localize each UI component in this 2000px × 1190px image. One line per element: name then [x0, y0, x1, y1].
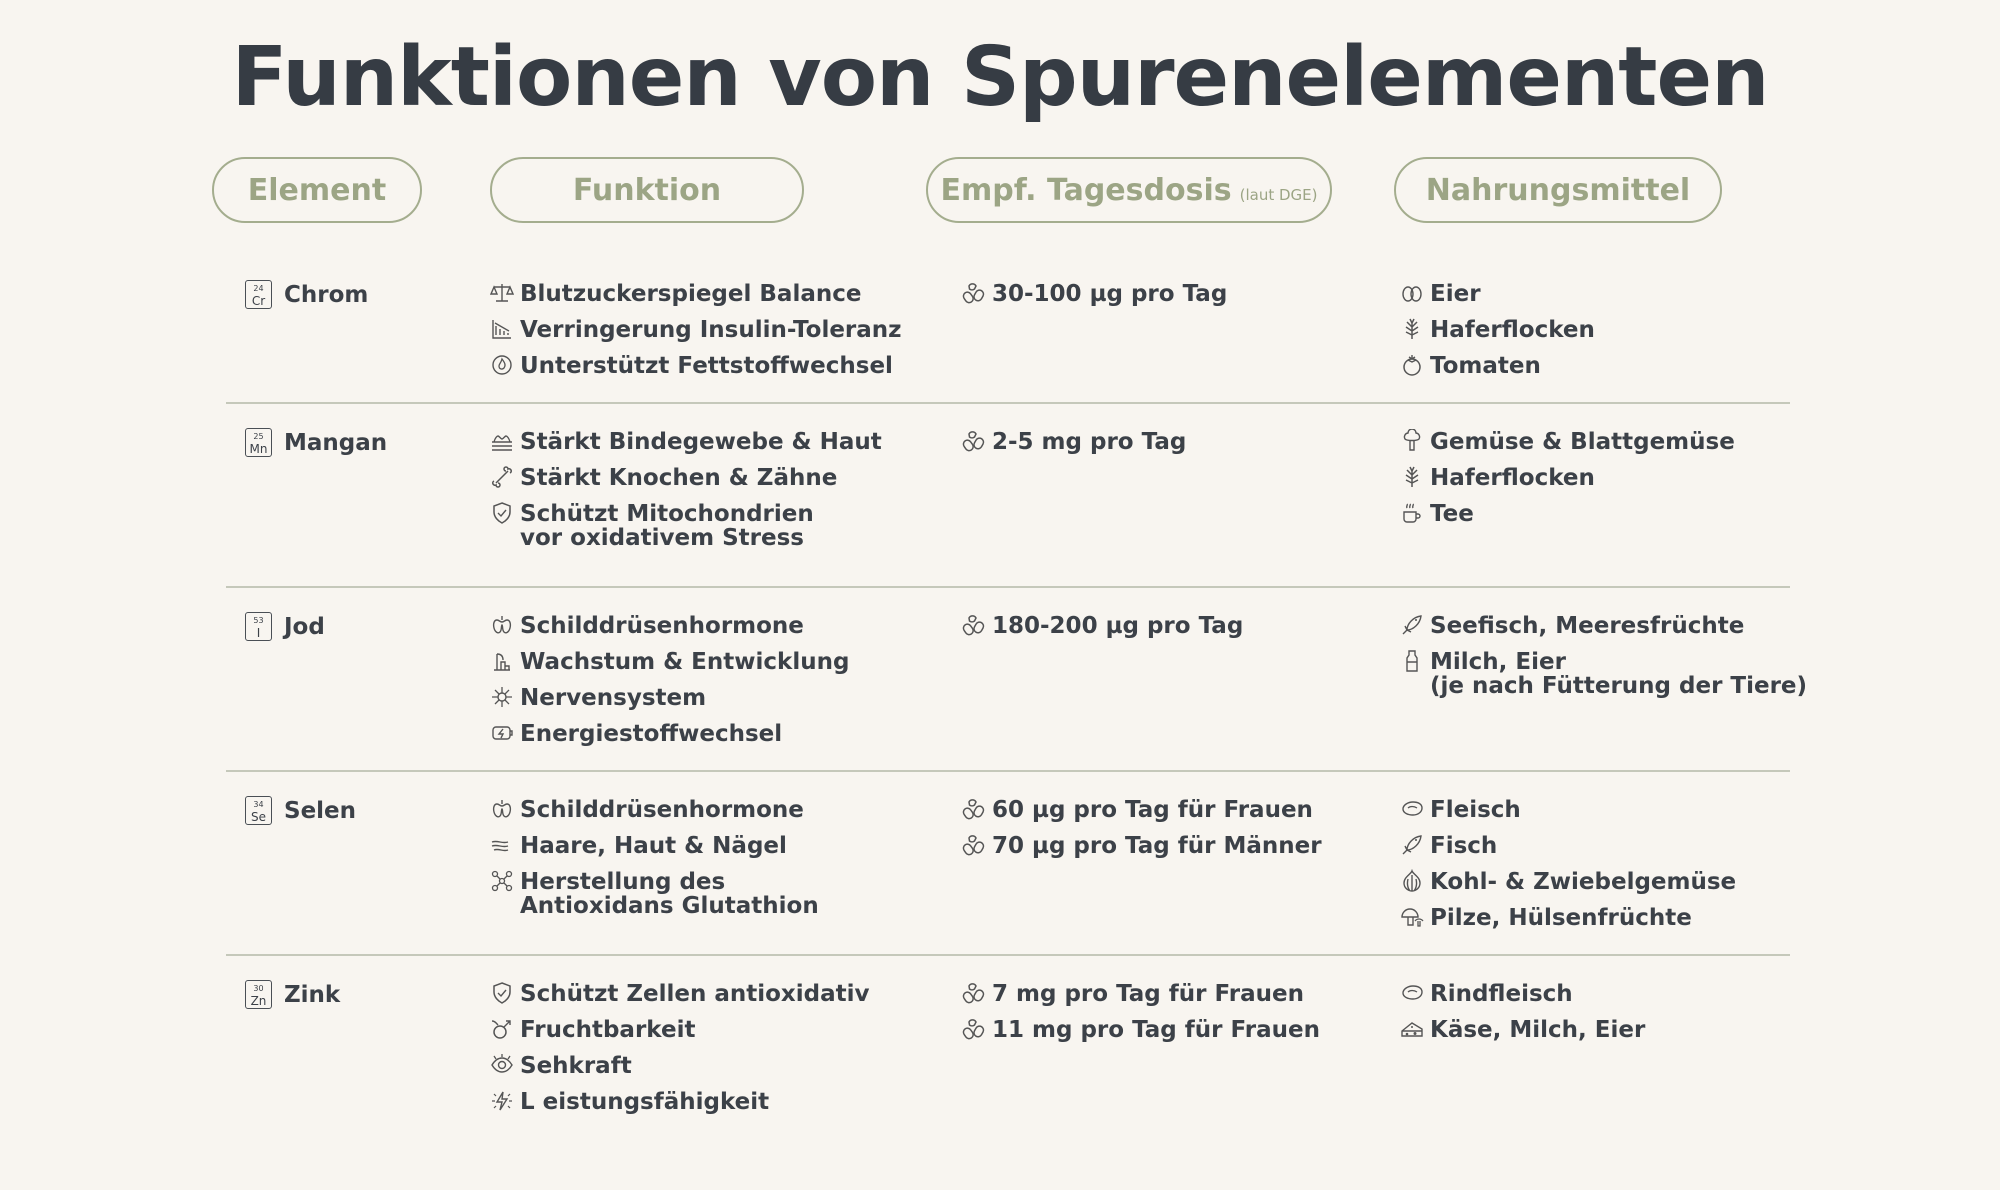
item-text-line: Eier	[1430, 281, 1481, 307]
item-text	[520, 282, 861, 306]
dose-text: 11 mg pro Tag für Frauen	[992, 1017, 1320, 1043]
onion-icon	[1400, 869, 1430, 893]
meat-icon	[1400, 797, 1430, 821]
dose-item	[962, 1018, 1320, 1042]
list-item	[1400, 502, 1474, 526]
item-text-line-2: vor oxidativem Stress	[520, 525, 804, 551]
item-text	[520, 870, 819, 918]
list-item	[490, 354, 893, 378]
pills-icon	[962, 1017, 992, 1041]
element-symbol-box	[245, 280, 272, 309]
dose-item	[962, 430, 1186, 454]
item-text	[1430, 430, 1735, 454]
row-divider	[226, 954, 1790, 956]
milk-bottle-icon	[1400, 649, 1430, 673]
list-item	[490, 650, 849, 674]
list-item	[1400, 906, 1692, 930]
fertility-icon	[490, 1017, 520, 1041]
element-symbol: Se	[251, 809, 266, 824]
item-text	[1430, 466, 1595, 490]
item-text	[1430, 834, 1497, 858]
pills-icon	[962, 833, 992, 857]
list-item	[1400, 798, 1521, 822]
list-item	[1400, 614, 1744, 638]
pills-icon	[962, 797, 992, 821]
item-text	[1430, 798, 1521, 822]
eggs-icon	[1400, 281, 1430, 305]
page-title: Funktionen von Spurenelementen	[231, 30, 1769, 125]
element-zink	[245, 980, 340, 1009]
list-item	[490, 1090, 769, 1114]
pills-icon	[962, 281, 992, 305]
element-symbol-box	[245, 612, 272, 641]
element-selen	[245, 796, 356, 825]
element-name: Jod	[284, 613, 325, 640]
list-item	[490, 722, 782, 746]
item-text	[520, 834, 787, 858]
element-symbol: Mn	[249, 441, 268, 456]
tomato-icon	[1400, 353, 1430, 377]
list-item	[490, 1018, 695, 1042]
item-text-line: Fleisch	[1430, 797, 1521, 823]
growth-icon	[490, 649, 520, 673]
hair-icon	[490, 833, 520, 857]
element-name: Zink	[284, 981, 341, 1008]
item-text-line: Sehkraft	[520, 1053, 632, 1079]
item-text	[520, 982, 870, 1006]
header-element	[212, 157, 422, 223]
item-text	[520, 430, 882, 454]
item-text-line-2: (je nach Fütterung der Tiere)	[1430, 673, 1808, 699]
fish-icon	[1400, 613, 1430, 637]
shield-icon	[490, 981, 520, 1005]
list-item	[1400, 282, 1481, 306]
item-text-line: Pilze, Hülsenfrüchte	[1430, 905, 1692, 931]
list-item	[1400, 430, 1735, 454]
list-item	[1400, 466, 1595, 490]
tea-cup-icon	[1400, 501, 1430, 525]
header-nahrung-label: Nahrungsmittel	[1425, 172, 1691, 208]
list-item	[490, 686, 706, 710]
dose-text: 2-5 mg pro Tag	[992, 429, 1187, 455]
item-text-line: Schilddrüsenhormone	[520, 613, 804, 639]
item-text-line: Seefisch, Meeresfrüchte	[1430, 613, 1745, 639]
element-symbol: I	[256, 625, 261, 640]
item-text	[520, 318, 902, 342]
dose-text: 7 mg pro Tag für Frauen	[992, 981, 1304, 1007]
dose-item	[962, 798, 1313, 822]
element-symbol: Cr	[251, 293, 266, 308]
item-text-line: Milch, Eier	[1430, 649, 1566, 675]
item-text	[520, 466, 837, 490]
row-divider	[226, 586, 1790, 588]
item-text	[1430, 650, 1807, 698]
dose-text: 60 µg pro Tag für Frauen	[992, 797, 1313, 823]
item-text-line: Blutzuckerspiegel Balance	[520, 281, 862, 307]
item-text-line: Unterstützt Fettstoffwechsel	[520, 353, 893, 379]
lightning-icon	[490, 1089, 520, 1113]
shield-icon	[490, 501, 520, 525]
item-text-line: Schützt Mitochondrien	[520, 501, 814, 527]
item-text	[1430, 870, 1736, 894]
element-jod	[245, 612, 325, 641]
header-dosis	[926, 157, 1332, 223]
list-item	[490, 982, 870, 1006]
fat-burn-icon	[490, 353, 520, 377]
item-text-line: Schützt Zellen antioxidativ	[520, 981, 870, 1007]
item-text-line: Stärkt Bindegewebe & Haut	[520, 429, 882, 455]
item-text	[520, 502, 814, 550]
atomic-number: 30	[253, 983, 264, 993]
eye-icon	[490, 1053, 520, 1077]
item-text-line: Schilddrüsenhormone	[520, 797, 804, 823]
atomic-number: 24	[253, 283, 264, 293]
fish-icon	[1400, 833, 1430, 857]
item-text	[1430, 982, 1573, 1006]
item-text-line: Nervensystem	[520, 685, 707, 711]
pills-icon	[962, 981, 992, 1005]
item-text-line: Kohl- & Zwiebelgemüse	[1430, 869, 1737, 895]
header-funktion	[490, 157, 804, 223]
list-item	[490, 430, 882, 454]
item-text	[1430, 354, 1541, 378]
item-text-line: Verringerung Insulin-Toleranz	[520, 317, 902, 343]
cheese-icon	[1400, 1017, 1430, 1041]
list-item	[490, 502, 814, 550]
item-text	[520, 354, 893, 378]
item-text	[520, 614, 804, 638]
header-element-label: Element	[247, 172, 387, 208]
item-text-line: Haare, Haut & Nägel	[520, 833, 787, 859]
item-text	[1430, 282, 1481, 306]
element-symbol-box	[245, 796, 272, 825]
dose-item	[962, 834, 1322, 858]
thyroid-icon	[490, 613, 520, 637]
broccoli-icon	[1400, 429, 1430, 453]
list-item	[490, 1054, 632, 1078]
item-text-line: L eistungsfähigkeit	[520, 1089, 770, 1115]
bone-icon	[490, 465, 520, 489]
header-funktion-label: Funktion	[572, 172, 722, 208]
oat-icon	[1400, 465, 1430, 489]
pills-icon	[962, 429, 992, 453]
header-dosis-note: (laut DGE)	[1239, 186, 1318, 204]
list-item	[490, 870, 819, 918]
scale-icon	[490, 281, 520, 305]
item-text-line: Stärkt Knochen & Zähne	[520, 465, 838, 491]
item-text	[1430, 1018, 1645, 1042]
chart-decline-icon	[490, 317, 520, 341]
element-name: Selen	[284, 797, 357, 824]
thyroid-icon	[490, 797, 520, 821]
list-item	[490, 318, 902, 342]
atomic-number: 34	[253, 799, 264, 809]
row-divider	[226, 770, 1790, 772]
item-text-line: Rindfleisch	[1430, 981, 1573, 1007]
list-item	[1400, 834, 1497, 858]
item-text	[520, 686, 706, 710]
item-text-line: Wachstum & Entwicklung	[520, 649, 850, 675]
item-text-line: Fisch	[1430, 833, 1498, 859]
list-item	[1400, 650, 1807, 698]
skin-layers-icon	[490, 429, 520, 453]
mushroom-icon	[1400, 905, 1430, 929]
item-text	[520, 722, 782, 746]
item-text	[1430, 906, 1692, 930]
dose-item	[962, 282, 1227, 306]
list-item	[490, 834, 787, 858]
item-text	[520, 1054, 632, 1078]
header-dosis-label: Empf. Tagesdosis	[940, 172, 1232, 208]
neuron-icon	[490, 685, 520, 709]
list-item	[490, 614, 804, 638]
item-text-line: Haferflocken	[1430, 317, 1595, 343]
dose-text: 30-100 µg pro Tag	[992, 281, 1228, 307]
item-text	[520, 1018, 695, 1042]
row-divider	[226, 402, 1790, 404]
list-item	[1400, 354, 1541, 378]
meat-icon	[1400, 981, 1430, 1005]
element-mangan	[245, 428, 387, 457]
dose-item	[962, 982, 1304, 1006]
list-item	[490, 282, 861, 306]
element-chrom	[245, 280, 368, 309]
item-text	[520, 798, 804, 822]
item-text-line: Tomaten	[1430, 353, 1541, 379]
item-text-line: Haferflocken	[1430, 465, 1595, 491]
dose-item	[962, 614, 1243, 638]
item-text-line: Energiestoffwechsel	[520, 721, 783, 747]
oat-icon	[1400, 317, 1430, 341]
dose-text: 70 µg pro Tag für Männer	[992, 833, 1322, 859]
item-text	[520, 650, 849, 674]
item-text-line: Gemüse & Blattgemüse	[1430, 429, 1735, 455]
element-name: Chrom	[284, 281, 369, 308]
item-text	[1430, 502, 1474, 526]
list-item	[1400, 982, 1573, 1006]
list-item	[490, 798, 804, 822]
pills-icon	[962, 613, 992, 637]
molecule-icon	[490, 869, 520, 893]
atomic-number: 25	[253, 431, 264, 441]
atomic-number: 53	[253, 615, 264, 625]
element-symbol-box	[245, 428, 272, 457]
element-name: Mangan	[284, 429, 388, 456]
item-text-line: Herstellung des	[520, 869, 726, 895]
dose-text: 180-200 µg pro Tag	[992, 613, 1244, 639]
element-symbol: Zn	[250, 993, 267, 1008]
item-text	[1430, 614, 1744, 638]
list-item	[1400, 870, 1736, 894]
item-text-line: Tee	[1430, 501, 1474, 527]
header-nahrung	[1394, 157, 1722, 223]
list-item	[1400, 1018, 1645, 1042]
list-item	[490, 466, 837, 490]
element-symbol-box	[245, 980, 272, 1009]
list-item	[1400, 318, 1595, 342]
item-text-line: Fruchtbarkeit	[520, 1017, 696, 1043]
item-text-line-2: Antioxidans Glutathion	[520, 893, 819, 919]
item-text	[1430, 318, 1595, 342]
item-text	[520, 1090, 769, 1114]
item-text-line: Käse, Milch, Eier	[1430, 1017, 1646, 1043]
battery-icon	[490, 721, 520, 745]
